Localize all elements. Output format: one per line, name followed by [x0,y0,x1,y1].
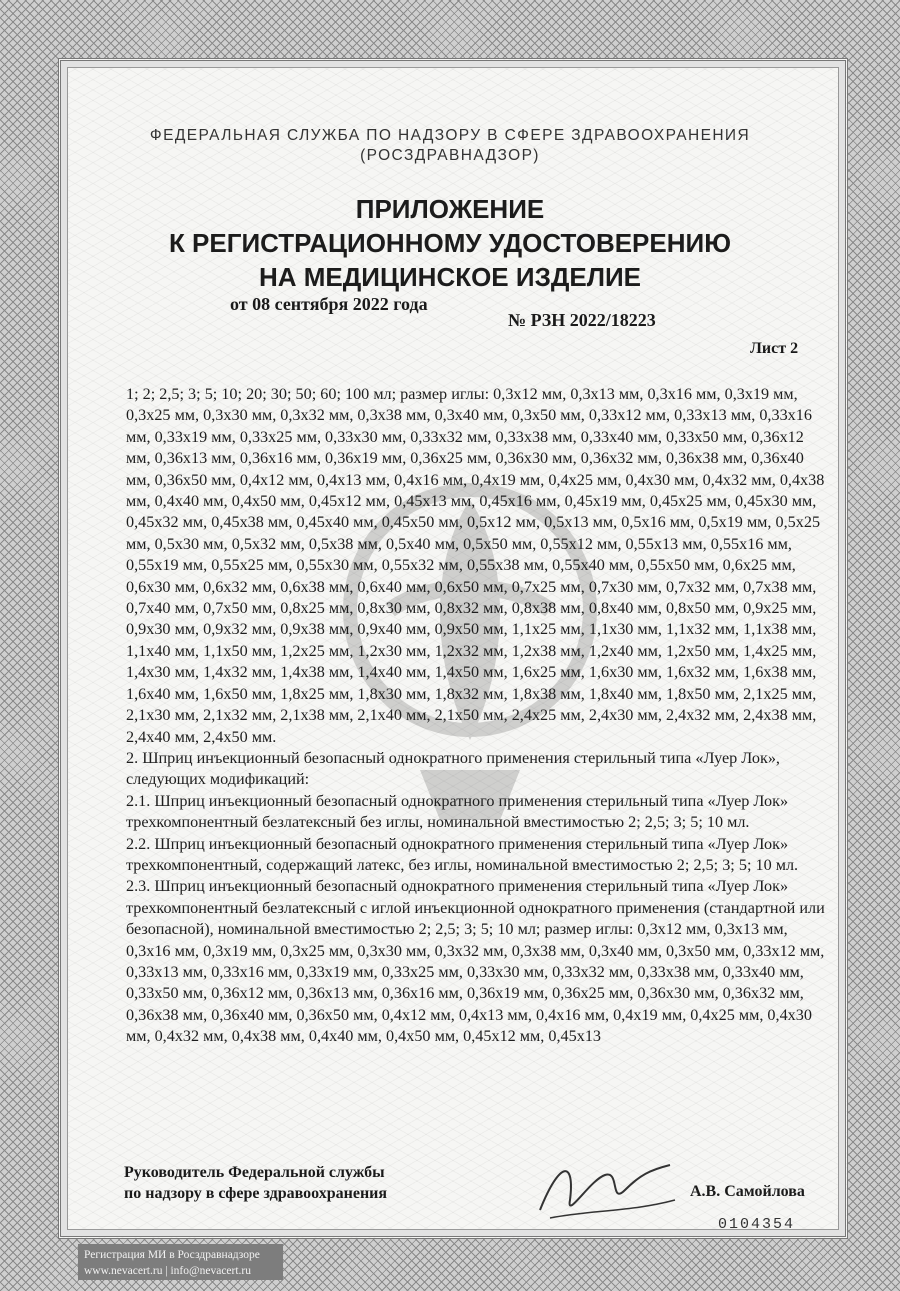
title-line-3: НА МЕДИЦИНСКОЕ ИЗДЕЛИЕ [259,262,641,292]
document-title [60,192,840,294]
agency-header [60,126,840,166]
agency-name: ФЕДЕРАЛЬНАЯ СЛУЖБА ПО НАДЗОРУ В СФЕРЕ ЗДРАВООХРАНЕНИЯ [149,127,751,144]
footer-watermark-badge [78,1244,283,1280]
document-body [126,384,826,1048]
signatory-position-line-2: по надзору в сфере здравоохранения [124,1185,388,1202]
footer-line-2: www.nevacert.ru | info@nevacert.ru [84,1265,252,1277]
sheet-number: Лист 2 [750,340,799,357]
body-paragraph: 1; 2; 2,5; 3; 5; 10; 20; 30; 50; 60; 100 мл; размер иглы: 0,3x12 мм, 0,3x13 мм, 0,3x16 мм, 0,3x19 мм, 0,3x25 мм, 0,3x30 мм, 0,3x32 мм, 0,3x38 мм, 0,3x40 мм, 0,3x50 мм, 0,33x12 мм, 0,33x13 мм, 0,33x16 мм, 0,33x19 мм, 0,33x25 мм, 0,33x30 мм, 0,33x32 мм, 0,33x38 мм, 0,33x40 мм, 0,33x50 мм, 0,36x12 мм, 0,36x13 мм, 0,36x16 мм, 0,36x19 мм, 0,36x25 мм, 0,36x30 мм, 0,36x32 мм, 0,36x38 мм, 0,36x40 мм, 0,36x50 мм, 0,4x12 мм, 0,4x13 мм, 0,4x16 мм, 0,4x19 мм, 0,4x25 мм, 0,4x30 мм, 0,4x32 мм, 0,4x38 мм, 0,4x40 мм, 0,4x50 мм, 0,45x12 мм, 0,45x13 мм, 0,45x16 мм, 0,45x19 мм, 0,45x25 мм, 0,45x30 мм, 0,45x32 мм, 0,45x38 мм, 0,45x40 мм, 0,45x50 мм, 0,5x12 мм, 0,5x13 мм, 0,5x16 мм, 0,5x19 мм, 0,5x25 мм, 0,5x30 мм, 0,5x32 мм, 0,5x38 мм, 0,5x40 мм, 0,5x50 мм, 0,55x12 мм, 0,55x13 мм, 0,55x16 мм, 0,55x19 мм, 0,55x25 мм, 0,55x30 мм, 0,55x32 мм, 0,55x38 мм, 0,55x40 мм, 0,55x50 мм, 0,6x25 мм, 0,6x30 мм, 0,6x32 мм, 0,6x38 мм, 0,6x40 мм, 0,6x50 мм, 0,7x25 мм, 0,7x30 мм, 0,7x32 мм, 0,7x38 мм, 0,7x40 мм, 0,7x50 мм, 0,8x25 мм, 0,8x30 мм, 0,8x32 мм, 0,8x38 мм, 0,8x40 мм, 0,8x50 мм, 0,9x25 мм, 0,9x30 мм, 0,9x32 мм, 0,9x38 мм, 0,9x40 мм, 0,9x50 мм, 1,1x25 мм, 1,1x30 мм, 1,1x32 мм, 1,1x38 мм, 1,1x40 мм, 1,1x50 мм, 1,2x25 мм, 1,2x30 мм, 1,2x32 мм, 1,2x38 мм, 1,2x40 мм, 1,2x50 мм, 1,4x25 мм, 1,4x30 мм, 1,4x32 мм, 1,4x38 мм, 1,4x40 мм, 1,4x50 мм, 1,6x25 мм, 1,6x30 мм, 1,6x32 мм, 1,6x38 мм, 1,6x40 мм, 1,6x50 мм, 1,8x25 мм, 1,8x30 мм, 1,8x32 мм, 1,8x38 мм, 1,8x40 мм, 1,8x50 мм, 2,1x25 мм, 2,1x30 мм, 2,1x32 мм, 2,1x38 мм, 2,1x40 мм, 2,1x50 мм, 2,4x25 мм, 2,4x30 мм, 2,4x32 мм, 2,4x38 мм, 2,4x40 мм, 2,4x50 мм. [126,385,825,746]
body-paragraph: 2.3. Шприц инъекционный безопасный однократного применения стерильный типа «Луер Лок» трехкомпонентный безлатексный с иглой инъекционной однократного применения (стандартной или безопасной), номинальной вместимостью 2; 2,5; 3; 5; 10 мл; размер иглы: 0,3x12 мм, 0,3x13 мм, 0,3x16 мм, 0,3x19 мм, 0,3x25 мм, 0,3x30 мм, 0,3x32 мм, 0,3x38 мм, 0,3x40 мм, 0,3x50 мм, 0,33x12 мм, 0,33x13 мм, 0,33x16 мм, 0,33x19 мм, 0,33x25 мм, 0,33x30 мм, 0,33x32 мм, 0,33x38 мм, 0,33x40 мм, 0,33x50 мм, 0,36x12 мм, 0,36x13 мм, 0,36x16 мм, 0,36x19 мм, 0,36x25 мм, 0,36x30 мм, 0,36x32 мм, 0,36x38 мм, 0,36x40 мм, 0,36x50 мм, 0,4x12 мм, 0,4x13 мм, 0,4x16 мм, 0,4x19 мм, 0,4x25 мм, 0,4x30 мм, 0,4x32 мм, 0,4x38 мм, 0,4x40 мм, 0,4x50 мм, 0,45x12 мм, 0,45x13 [126,877,825,1046]
form-serial-number: 0104354 [718,1216,796,1233]
issue-date: от 08 сентября 2022 года [230,294,428,314]
footer-line-1: Регистрация МИ в Росздравнадзоре [84,1249,260,1261]
signatory-name: А.В. Самойлова [690,1183,805,1200]
body-paragraph: 2. Шприц инъекционный безопасный однократного применения стерильный типа «Луер Лок», следующих модификаций: [126,748,780,789]
handwritten-signature [530,1140,680,1230]
body-paragraph: 2.1. Шприц инъекционный безопасный однократного применения стерильный типа «Луер Лок» трехкомпонентный безлатексный без иглы, номинальной вместимостью 2; 2,5; 3; 5; 10 мл. [126,791,789,832]
body-paragraph: 2.2. Шприц инъекционный безопасный однократного применения стерильный типа «Луер Лок» трехкомпонентный, содержащий латекс, без иглы, номинальной вместимостью 2; 2,5; 3; 5; 10 мл. [126,834,799,874]
title-line-1: ПРИЛОЖЕНИЕ [355,194,545,224]
registration-number: № РЗН 2022/18223 [508,310,656,330]
agency-abbr: (РОСЗДРАВНАДЗОР) [360,147,540,164]
title-line-2: К РЕГИСТРАЦИОННОМУ УДОСТОВЕРЕНИЮ [168,228,732,258]
signatory-position [124,1162,387,1204]
signatory-position-line-1: Руководитель Федеральной службы [124,1164,385,1181]
